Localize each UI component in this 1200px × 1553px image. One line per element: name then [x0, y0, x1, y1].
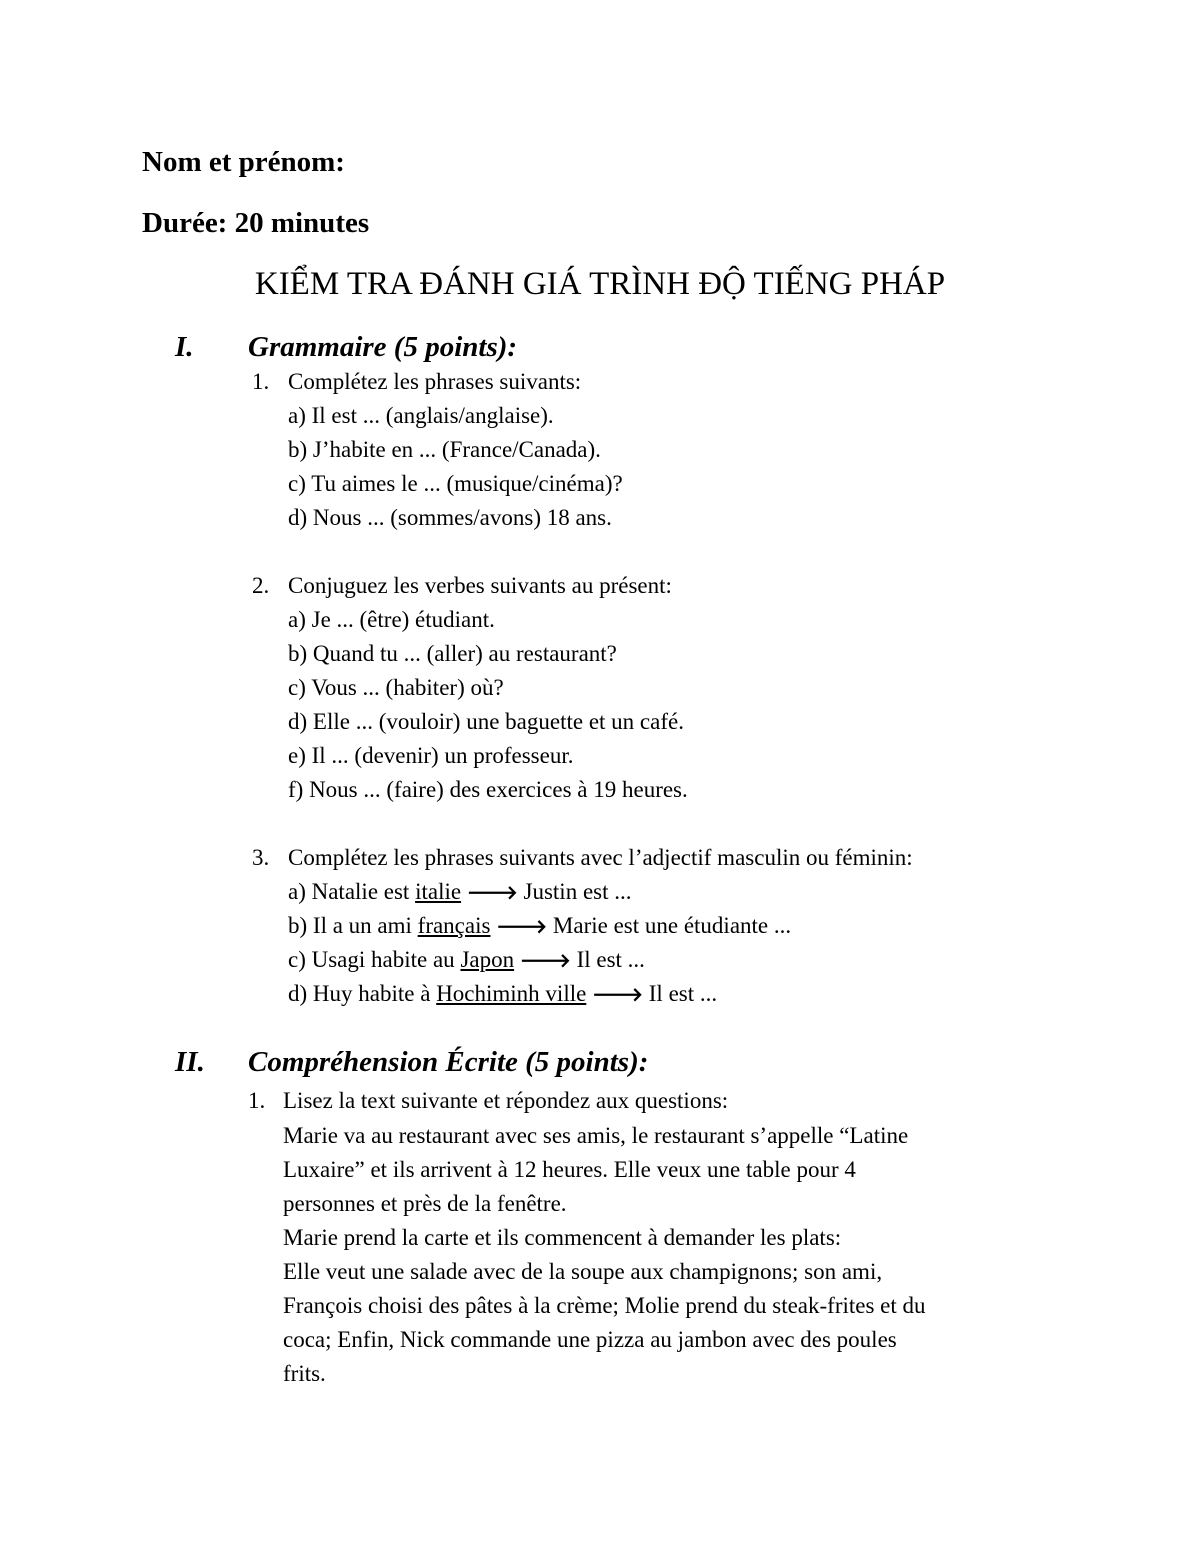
question-item: c) Tu aimes le ... (musique/cinéma)?: [288, 471, 623, 496]
question-item: b) J’habite en ... (France/Canada).: [288, 437, 601, 462]
reading-passage-line: Marie va au restaurant avec ses amis, le restaurant s’appelle “Latine: [283, 1123, 909, 1148]
page-title: KIỂM TRA ĐÁNH GIÁ TRÌNH ĐỘ TIẾNG PHÁP: [254, 266, 946, 302]
question-number: 2.: [252, 573, 270, 598]
section-roman-numeral: II.: [175, 1046, 205, 1078]
underlined-word: français: [417, 913, 491, 938]
question-text: Complétez les phrases suivants:: [288, 369, 582, 394]
question-item: a) Natalie est italie 🡒 Justin est ...: [288, 879, 632, 904]
reading-passage-line: frits.: [283, 1361, 326, 1386]
question-item: d) Nous ... (sommes/avons) 18 ans.: [288, 505, 612, 530]
right-arrow-icon: 🡒: [592, 984, 644, 1006]
underlined-word: italie: [415, 879, 462, 904]
duration-label: Durée: 20 minutes: [142, 207, 370, 239]
section-title: Grammaire (5 points):: [248, 331, 518, 363]
question-text: Lisez la text suivante et répondez aux questions:: [283, 1088, 729, 1113]
question-item: d) Huy habite à Hochiminh ville 🡒 Il est ...: [288, 981, 718, 1006]
question-item: a) Je ... (être) étudiant.: [288, 607, 495, 632]
reading-passage-line: François choisi des pâtes à la crème; Molie prend du steak-frites et du: [283, 1293, 926, 1318]
reading-passage-line: Luxaire” et ils arrivent à 12 heures. Elle veux une table pour 4: [283, 1157, 856, 1182]
question-item: e) Il ... (devenir) un professeur.: [288, 743, 574, 768]
section-title: Compréhension Écrite (5 points):: [248, 1046, 649, 1078]
question-text: Complétez les phrases suivants avec l’adjectif masculin ou féminin:: [288, 845, 913, 870]
reading-passage-line: coca; Enfin, Nick commande une pizza au jambon avec des poules: [283, 1327, 897, 1352]
underlined-word: Japon: [460, 947, 515, 972]
right-arrow-icon: 🡒: [466, 882, 518, 904]
reading-passage-line: personnes et près de la fenêtre.: [283, 1191, 567, 1216]
name-label: Nom et prénom:: [142, 146, 345, 178]
question-item: d) Elle ... (vouloir) une baguette et un café.: [288, 709, 684, 734]
question-item: b) Quand tu ... (aller) au restaurant?: [288, 641, 617, 666]
right-arrow-icon: 🡒: [519, 950, 571, 972]
question-number: 1.: [248, 1088, 266, 1113]
reading-passage-line: Elle veut une salade avec de la soupe aux champignons; son ami,: [283, 1259, 883, 1284]
question-item: f) Nous ... (faire) des exercices à 19 heures.: [288, 777, 688, 802]
question-text: Conjuguez les verbes suivants au présent:: [288, 573, 672, 598]
question-item: a) Il est ... (anglais/anglaise).: [288, 403, 554, 428]
question-item: c) Usagi habite au Japon 🡒 Il est ...: [288, 947, 645, 972]
question-item: b) Il a un ami français 🡒 Marie est une étudiante ...: [288, 913, 792, 938]
question-number: 3.: [252, 845, 270, 870]
underlined-word: Hochiminh ville: [436, 981, 587, 1006]
reading-passage-line: Marie prend la carte et ils commencent à demander les plats:: [283, 1225, 842, 1250]
question-number: 1.: [252, 369, 270, 394]
question-item: c) Vous ... (habiter) où?: [288, 675, 504, 700]
right-arrow-icon: 🡒: [496, 916, 548, 938]
section-roman-numeral: I.: [175, 331, 194, 363]
